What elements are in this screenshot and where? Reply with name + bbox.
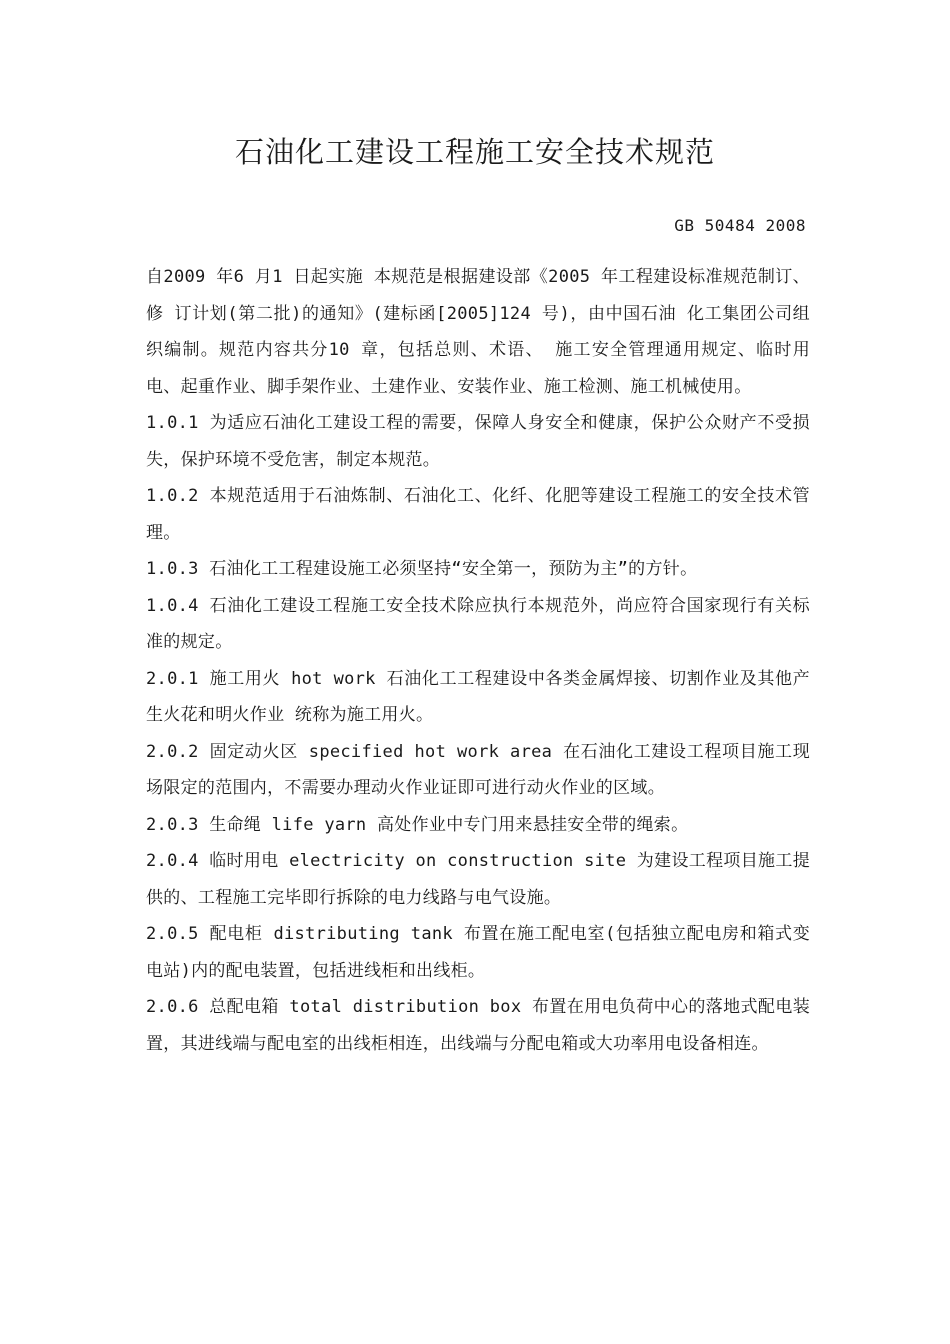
document-body	[146, 259, 810, 1062]
clause-2-0-3: 2.0.3 生命绳 life yarn 高处作业中专门用来悬挂安全带的绳索。	[146, 814, 689, 835]
clause-1-0-4: 1.0.4 石油化工建设工程施工安全技术除应执行本规范外，尚应符合国家现行有关标准的规定。	[146, 595, 810, 652]
clause-1-0-3: 1.0.3 石油化工工程建设施工必须坚持“安全第一，预防为主”的方针。	[146, 559, 698, 579]
clause-2-0-6: 2.0.6 总配电箱 total distribution box 布置在用电负荷中心的落地式配电装置，其进线端与配电室的出线柜相连，出线端与分配电箱或大功率用电设备相连。	[146, 997, 810, 1054]
standard-code: GB 50484 2008	[674, 216, 806, 235]
clause-2-0-1: 2.0.1 施工用火 hot work 石油化工工程建设中各类金属焊接、切割作业及其他产生火花和明火作业 统称为施工用火。	[146, 668, 810, 725]
clause-2-0-2: 2.0.2 固定动火区 specified hot work area 在石油化工建设工程项目施工现场限定的范围内，不需要办理动火作业证即可进行动火作业的区域。	[146, 741, 810, 798]
document-title: 石油化工建设工程施工安全技术规范	[234, 135, 715, 169]
clause-2-0-5: 2.0.5 配电柜 distributing tank 布置在施工配电室(包括独立配电房和箱式变电站)内的配电装置，包括进线柜和出线柜。	[146, 924, 810, 981]
clause-1-0-2: 1.0.2 本规范适用于石油炼制、石油化工、化纤、化肥等建设工程施工的安全技术管理。	[146, 486, 810, 543]
clause-1-0-1: 1.0.1 为适应石油化工建设工程的需要，保障人身安全和健康，保护公众财产不受损失，保护环境不受危害，制定本规范。	[146, 413, 810, 470]
intro-paragraph: 自2009 年6 月1 日起实施 本规范是根据建设部《2005 年工程建设标准规范制订、修 订计划(第二批)的通知》(建标函[2005]124 号)，由中国石油 化工集团公司组织编制。规范内容共分10 章，包括总则、术语、 施工安全管理通用规定、临时用电、起重作业、脚手架作业、土建作业、安装作业、施工检测、施工机械使用。	[146, 267, 810, 397]
clause-2-0-4: 2.0.4 临时用电 electricity on construction site 为建设工程项目施工提供的、工程施工完毕即行拆除的电力线路与电气设施。	[146, 851, 810, 908]
